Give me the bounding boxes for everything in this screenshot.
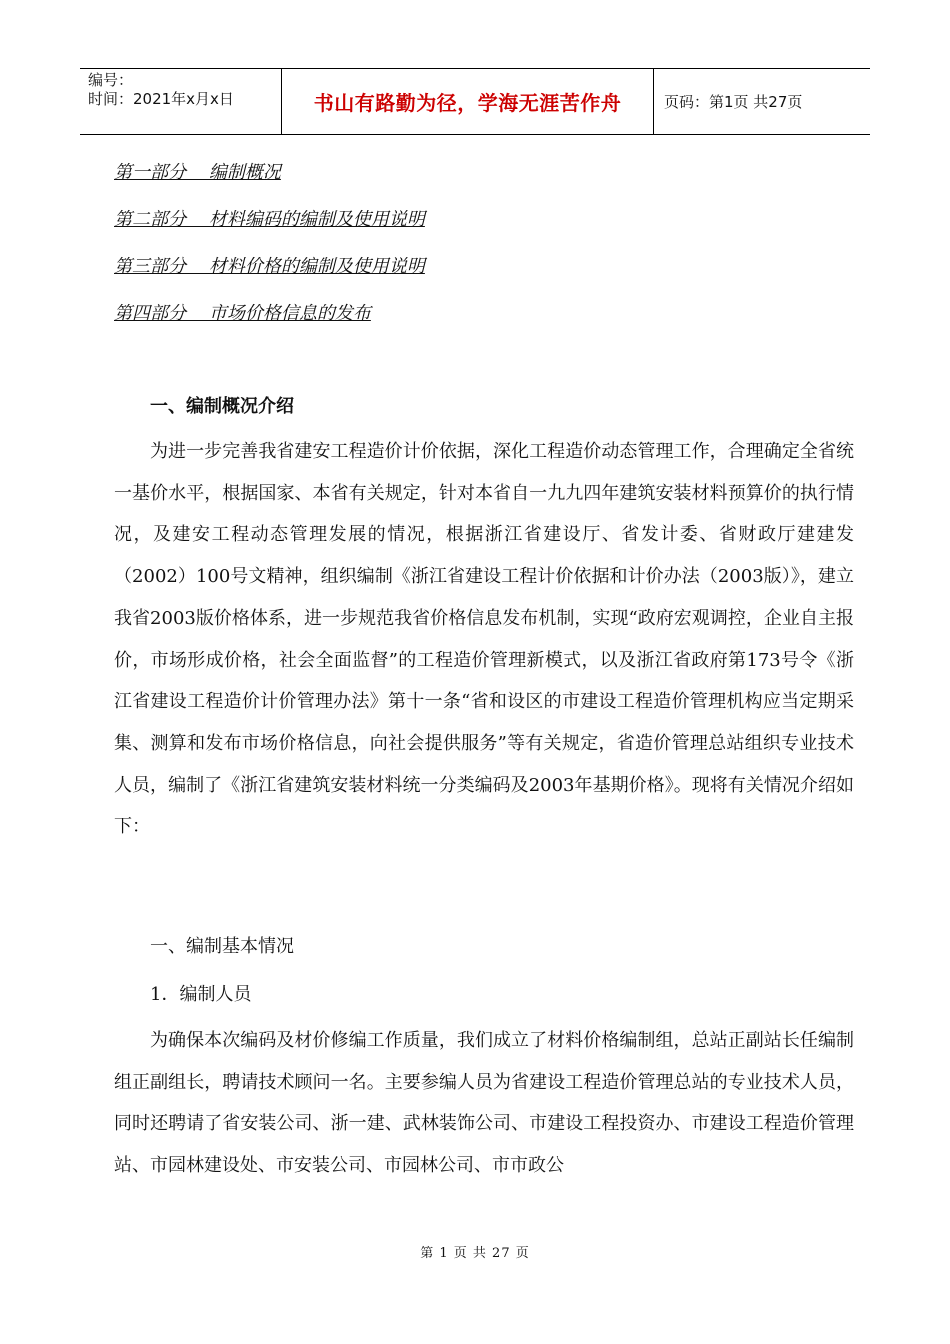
toc-link-part-4[interactable]: 第四部分 市场价格信息的发布	[114, 303, 371, 324]
table-of-contents	[114, 159, 425, 347]
toc-link-part-3[interactable]: 第三部分 材料价格的编制及使用说明	[114, 256, 425, 277]
toc-link-part-1[interactable]: 第一部分 编制概况	[114, 162, 281, 183]
subheading-staff: 1．编制人员	[150, 984, 252, 1005]
page-footer: 第 1 页 共 27 页	[420, 1246, 530, 1261]
toc-link-part-2[interactable]: 第二部分 材料编码的编制及使用说明	[114, 209, 425, 230]
document-number-label: 编号：	[88, 71, 134, 89]
section-heading: 一、编制概况介绍	[150, 396, 294, 417]
header-meta	[80, 69, 282, 134]
header-motto: 书山有路勤为径，学海无涯苦作舟	[282, 69, 654, 134]
header-page-number: 页码：第1页 共27页	[664, 93, 803, 111]
document-date-label: 时间：2021年x月x日	[88, 90, 234, 108]
page-header	[80, 68, 870, 135]
body-paragraph-intro: 为进一步完善我省建安工程造价计价依据，深化工程造价动态管理工作，合理确定全省统一基价水平，根据国家、本省有关规定，针对本省自一九九四年建筑安装材料预算价的执行情况，及建安工程动态管理发展的情况，根据浙江省建设厅、省发计委、省财政厅建建发（2002）100号文精神，组织编制《浙江省建设工程计价依据和计价办法（2003版）》，建立我省2003版价格体系，进一步规范我省价格信息发布机制，实现“政府宏观调控，企业自主报价，市场形成价格，社会全面监督”的工程造价管理新模式，以及浙江省政府第173号令《浙江省建设工程造价计价管理办法》第十一条“省和设区的市建设工程造价管理机构应当定期采集、测算和发布市场价格信息，向社会提供服务”等有关规定，省造价管理总站组织专业技术人员，编制了《浙江省建筑安装材料统一分类编码及2003年基期价格》。现将有关情况介绍如下：	[114, 441, 854, 838]
subheading-basic-info: 一、编制基本情况	[150, 936, 294, 957]
body-paragraph-staff: 为确保本次编码及材价修编工作质量，我们成立了材料价格编制组，总站正副站长任编制组正副组长，聘请技术顾问一名。主要参编人员为省建设工程造价管理总站的专业技术人员，同时还聘请了省安装公司、浙一建、武林装饰公司、市建设工程投资办、市建设工程造价管理站、市园林建设处、市安装公司、市园林公司、市市政公	[114, 1030, 854, 1177]
